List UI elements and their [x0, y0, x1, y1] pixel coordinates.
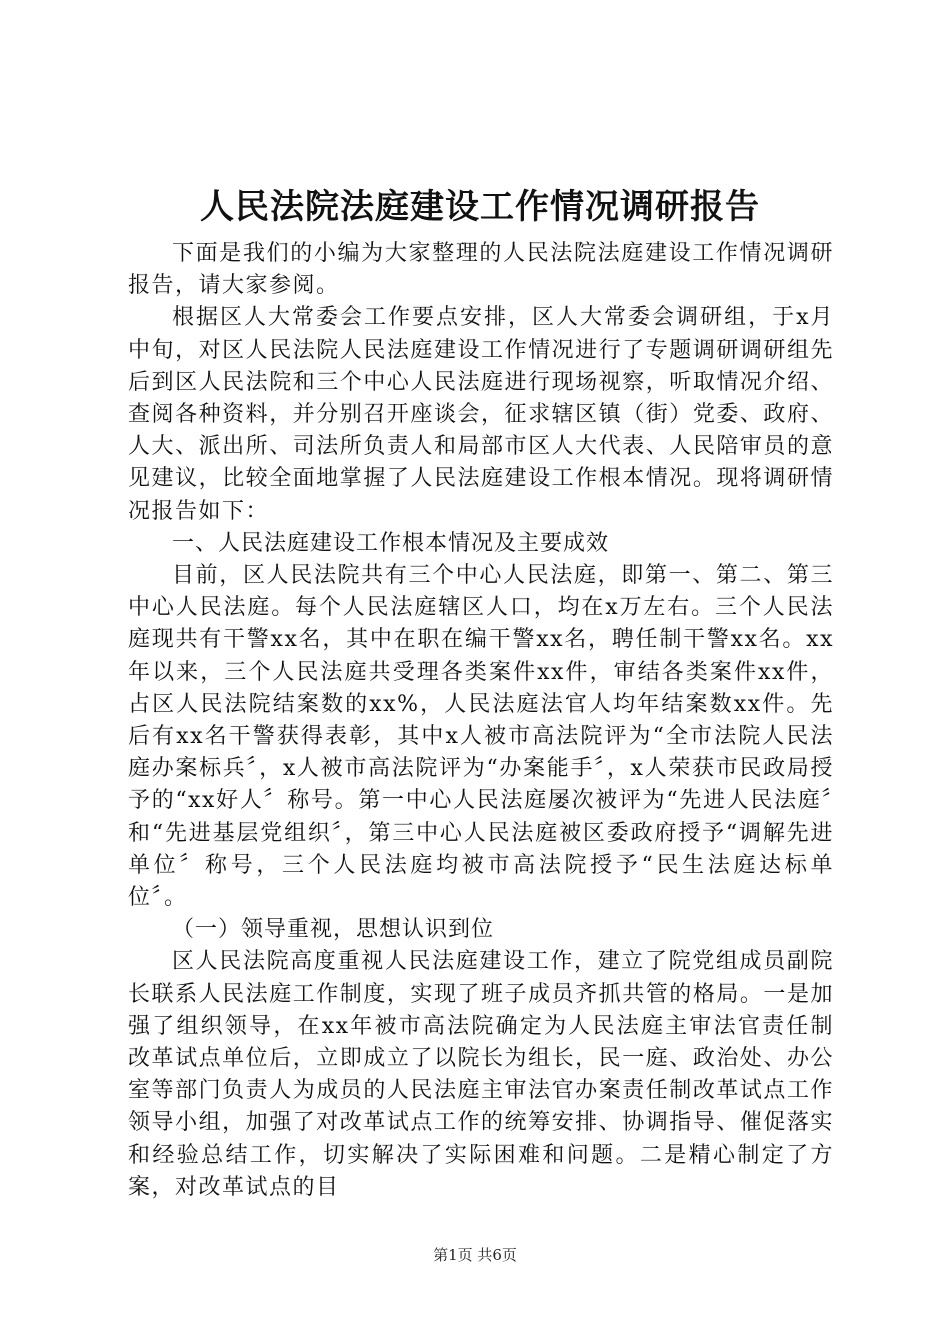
leadership-paragraph: 区人民法院高度重视人民法庭建设工作，建立了院党组成员副院长联系人民法庭工作制度，实现了班子成员齐抓共管的格局。一是加强了组织领导，在xx年被市高法院确定为人民法庭主审法官责任制改革试点单位后，立即成立了以院长为组长，民一庭、政治处、办公室等部门负责人为成员的人民法庭主审法官办案责任制改革试点工作领导小组，加强了对改革试点工作的统筹安排、协调指导、催促落实和经验总结工作，切实解决了实际困难和问题。二是精心制定了方案，对改革试点的目	[128, 949, 834, 1200]
overview-paragraph: 目前，区人民法院共有三个中心人民法庭，即第一、第二、第三中心人民法庭。每个人民法庭辖区人口，均在x万左右。三个人民法庭现共有干警xx名，其中在职在编干警xx名，聘任制干警xx名。xx年以来，三个人民法庭共受理各类案件xx件，审结各类案件xx件，占区人民法院结案数的xx%，人民法庭法官人均年结案数xx件。先后有xx名干警获得表彰，其中x人被市高法院评为“全市法院人民法庭办案标兵〞，x人被市高法院评为“办案能手〞，x人荣获市民政局授予的“xx好人〞称号。第一中心人民法庭屡次被评为“先进人民法庭〞和“先进基层党组织〞，第三中心人民法庭被区委政府授予“调解先进单位〞称号，三个人民法庭均被市高法院授予“民生法庭达标单位〞。	[128, 563, 834, 911]
subsection-heading-1: （一）领导重视，思想认识到位	[172, 917, 495, 943]
document-body	[128, 238, 834, 1204]
page-footer: 第1页 共6页	[433, 1246, 517, 1264]
document-title: 人民法院法庭建设工作情况调研报告	[200, 187, 760, 227]
section-heading-1: 一、人民法庭建设工作根本情况及主要成效	[172, 530, 610, 556]
intro-paragraph: 下面是我们的小编为大家整理的人民法院法庭建设工作情况调研报告，请大家参阅。	[128, 241, 834, 299]
background-paragraph: 根据区人大常委会工作要点安排，区人大常委会调研组，于x月中旬，对区人民法院人民法庭建设工作情况进行了专题调研调研组先后到区人民法院和三个中心人民法庭进行现场视察，听取情况介绍、查阅各种资料，并分别召开座谈会，征求辖区镇（街）党委、政府、人大、派出所、司法所负责人和局部市区人大代表、人民陪审员的意见建议，比较全面地掌握了人民法庭建设工作根本情况。现将调研情况报告如下：	[128, 305, 834, 524]
